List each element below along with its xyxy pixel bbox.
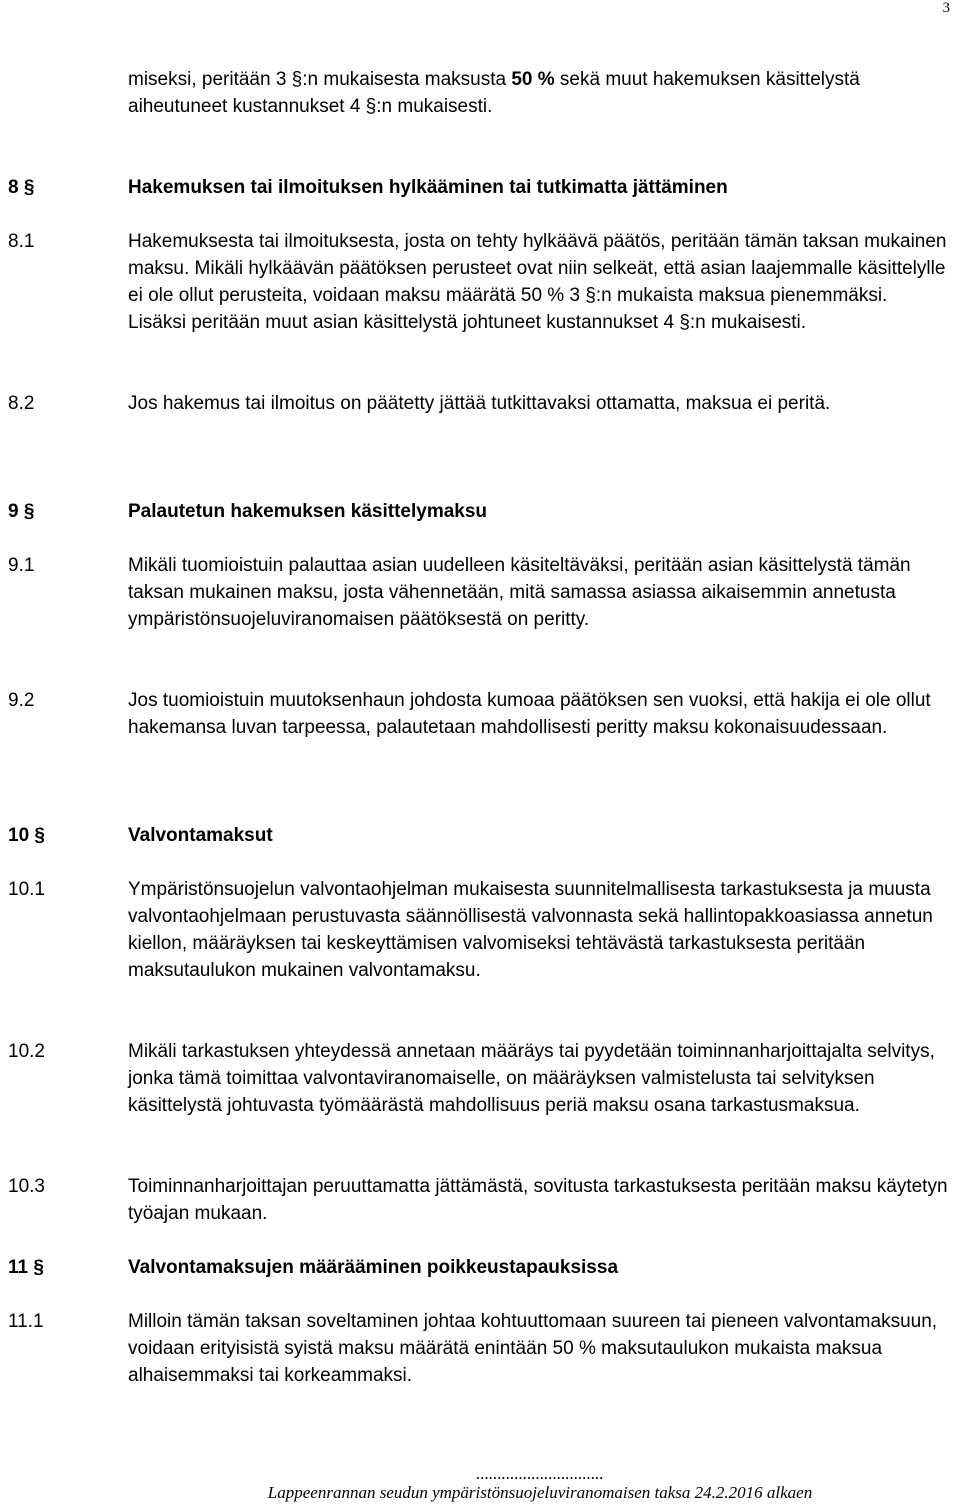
paragraph-text: Ympäristönsuojelun valvontaohjelman mukaisesta suunnitelmallisesta tarkastuksesta ja muusta valvontaohjelmaan perustuvasta säännöllisestä valvonnasta sekä hallintopakkoasiassa annetun kiellon, määräyksen tai keskeyttämisen valvomiseksi tehtävästä tarkastuksesta peritään maksutaulukon mukainen valvontamaksu. — [128, 879, 933, 981]
paragraph-text: Jos hakemus tai ilmoitus on päätetty jättää tutkittavaksi ottamatta, maksua ei peritä. — [128, 393, 831, 414]
footer-dots: .............................. — [476, 1464, 604, 1483]
intro-bold-percent: 50 % — [511, 69, 555, 90]
paragraph-number: 10.2 — [8, 1041, 45, 1062]
section-number: 10 § — [8, 825, 45, 846]
paragraph-number: 10.1 — [8, 879, 45, 900]
intro-text-before: miseksi, peritään 3 §:n mukaisesta maksusta — [128, 69, 512, 90]
section-title: Palautetun hakemuksen käsittelymaksu — [128, 501, 488, 522]
page-number: 3 — [942, 0, 950, 16]
paragraph-text: Milloin tämän taksan soveltaminen johtaa kohtuuttomaan suureen tai pieneen valvontamaksuun, voidaan erityisistä syistä maksu määrätä enintään 50 % maksutaulukon mukaista maksua alhaisemmaksi tai korkeammaksi. — [128, 1311, 938, 1386]
section-title: Hakemuksen tai ilmoituksen hylkääminen tai tutkimatta jättäminen — [128, 177, 728, 198]
paragraph-number: 10.3 — [8, 1176, 45, 1197]
intro-paragraph — [128, 66, 948, 120]
paragraph-text: Mikäli tuomioistuin palauttaa asian uudelleen käsiteltäväksi, peritään asian käsittelystä tämän taksan mukainen maksu, josta vähennetään, mitä samassa asiassa aikaisemmin annetusta ympäristönsuojeluviranomaisen päätöksestä on peritty. — [128, 555, 911, 630]
footer-text: Lappeenrannan seudun ympäristönsuojeluviranomaisen taksa 24.2.2016 alkaen — [267, 1483, 813, 1502]
paragraph-number: 11.1 — [8, 1311, 44, 1332]
paragraph-text: Jos tuomioistuin muutoksenhaun johdosta kumoaa päätöksen sen vuoksi, että hakija ei ole ollut hakemansa luvan tarpeessa, palautetaan mahdollisesti peritty maksu kokonaisuudessaan. — [128, 690, 931, 738]
paragraph-number: 9.1 — [8, 555, 35, 576]
section-number: 8 § — [8, 177, 35, 198]
section-title: Valvontamaksut — [128, 825, 273, 846]
paragraph-number: 9.2 — [8, 690, 35, 711]
section-number: 11 § — [8, 1257, 44, 1278]
paragraph-text: Toiminnanharjoittajan peruuttamatta jättämästä, sovitusta tarkastuksesta peritään maksu käytetyn työajan mukaan. — [128, 1176, 948, 1224]
paragraph-text: Hakemuksesta tai ilmoituksesta, josta on tehty hylkäävä päätös, peritään tämän taksan mukainen maksu. Mikäli hylkäävän päätöksen perusteet ovat niin selkeät, että asian laajemmalle käsittelylle ei ole ollut perusteita, voidaan maksu määrätä 50 % 3 §:n mukaista maksua pienemmäksi. Lisäksi peritään muut asian käsittelystä johtuneet kustannukset 4 §:n mukaisesti. — [128, 231, 947, 333]
intro-text-after: sekä muut hakemuksen käsittelystä aiheutuneet kustannukset 4 §:n mukaisesti. — [128, 69, 860, 117]
section-title: Valvontamaksujen määrääminen poikkeustapauksissa — [128, 1257, 619, 1278]
paragraph-number: 8.1 — [8, 231, 35, 252]
paragraph-number: 8.2 — [8, 393, 35, 414]
paragraph-text: Mikäli tarkastuksen yhteydessä annetaan määräys tai pyydetään toiminnanharjoittajalta selvitys, jonka tämä toimittaa valvontaviranomaiselle, on määräyksen valmistelusta tai selvityksen käsittelystä johtuvasta työmäärästä mahdollisuus periä maksu osana tarkastusmaksua. — [128, 1041, 935, 1116]
section-number: 9 § — [8, 501, 35, 522]
